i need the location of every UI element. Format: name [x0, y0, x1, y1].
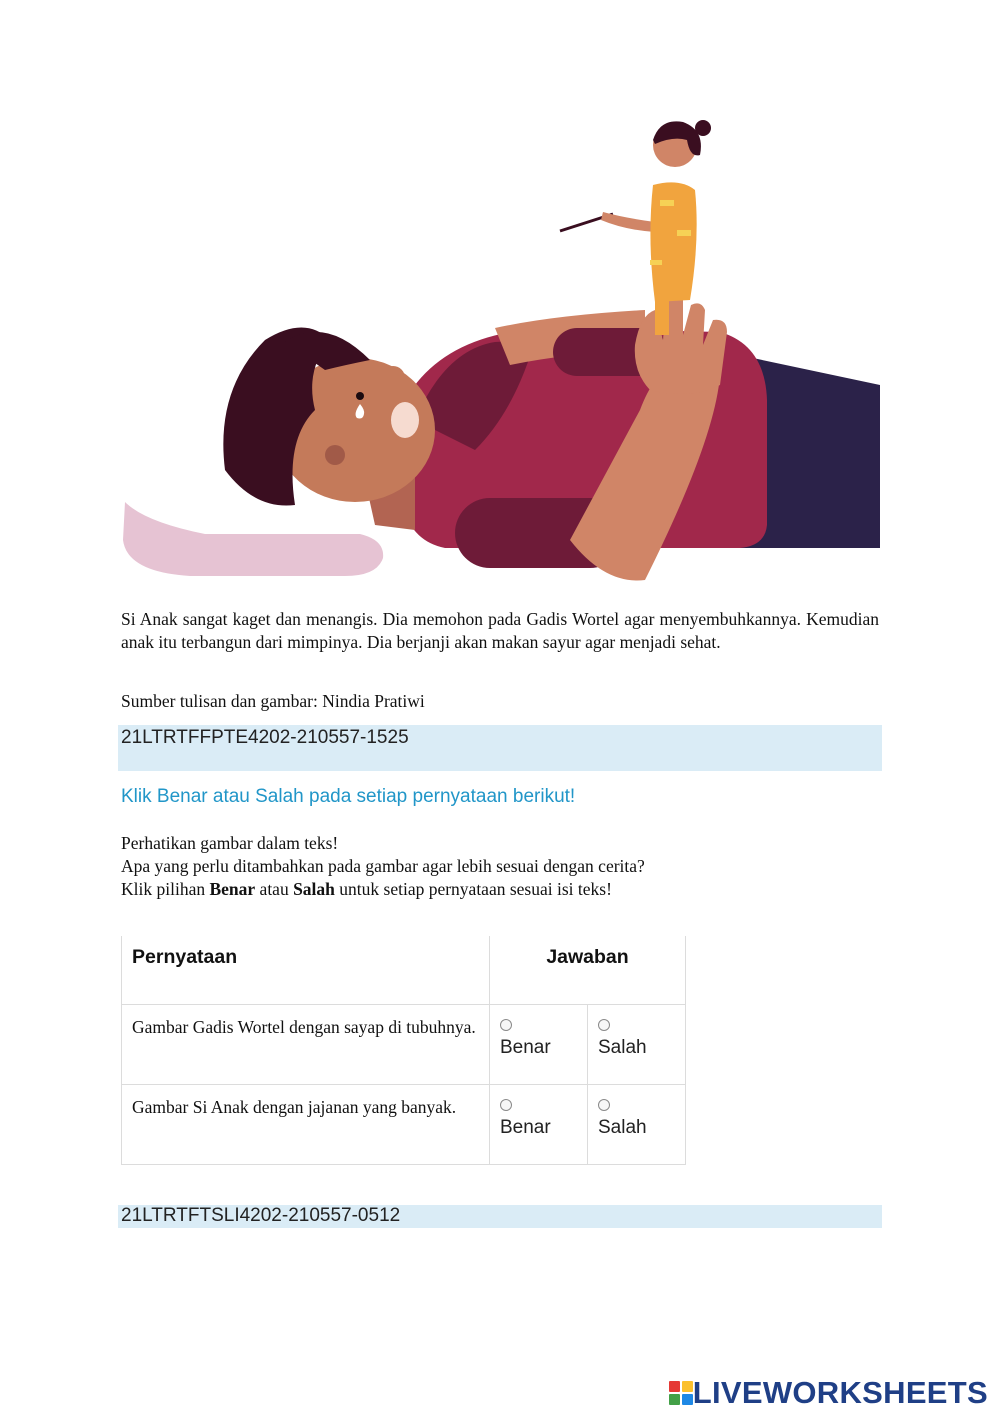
question-code-band	[118, 725, 882, 771]
option-salah-label[interactable]: Salah	[598, 1116, 647, 1138]
instruction-line-3-prefix: Klik pilihan	[121, 879, 210, 899]
instruction-line-1: Perhatikan gambar dalam teks!	[121, 833, 339, 853]
instruction-text	[121, 832, 879, 901]
table-row	[122, 1084, 686, 1164]
statement-table	[121, 936, 686, 1165]
table-header-row	[122, 936, 686, 1004]
story-source: Sumber tulisan dan gambar: Nindia Pratiwi	[121, 691, 425, 711]
option-salah-cell[interactable]	[588, 1084, 686, 1164]
option-salah-label[interactable]: Salah	[598, 1036, 647, 1058]
radio-salah-2[interactable]	[598, 1099, 610, 1111]
story-illustration	[115, 110, 885, 590]
option-benar-label[interactable]: Benar	[500, 1036, 551, 1058]
radio-salah-1[interactable]	[598, 1019, 610, 1031]
option-benar-label[interactable]: Benar	[500, 1116, 551, 1138]
statement-text: Gambar Si Anak dengan jajanan yang banyak.	[122, 1084, 490, 1164]
question-code: 21LTRTFTSLI4202-210557-0512	[121, 1205, 401, 1226]
instruction-benar-bold: Benar	[209, 879, 256, 899]
radio-benar-1[interactable]	[500, 1019, 512, 1031]
instruction-line-3-mid: atau	[255, 879, 294, 899]
option-salah-cell[interactable]	[588, 1004, 686, 1084]
liveworksheets-logo-icon	[669, 1381, 693, 1405]
instruction-title: Klik Benar atau Salah pada setiap pernyataan berikut!	[121, 786, 576, 807]
instruction-line-3-suffix: untuk setiap pernyataan sesuai isi teks!	[334, 879, 612, 899]
radio-benar-2[interactable]	[500, 1099, 512, 1111]
statement-text: Gambar Gadis Wortel dengan sayap di tubuhnya.	[122, 1004, 490, 1084]
header-answer: Jawaban	[490, 936, 686, 1004]
option-benar-cell[interactable]	[490, 1004, 588, 1084]
story-paragraph: Si Anak sangat kaget dan menangis. Dia memohon pada Gadis Wortel agar menyembuhkannya. Kemudian anak itu terbangun dari mimpinya. Dia berjanji akan makan sayur agar menjadi sehat.	[121, 609, 879, 652]
question-code: 21LTRTFFPTE4202-210557-1525	[121, 727, 409, 748]
instruction-salah-bold: Salah	[293, 879, 335, 899]
instruction-line-3	[121, 878, 879, 901]
header-statement: Pernyataan	[122, 936, 490, 1004]
instruction-line-2: Apa yang perlu ditambahkan pada gambar agar lebih sesuai dengan cerita?	[121, 856, 645, 876]
option-benar-cell[interactable]	[490, 1084, 588, 1164]
liveworksheets-logo	[669, 1375, 988, 1411]
liveworksheets-wordmark: LIVEWORKSHEETS	[692, 1375, 988, 1410]
table-row	[122, 1004, 686, 1084]
question-code-band	[118, 1205, 882, 1228]
